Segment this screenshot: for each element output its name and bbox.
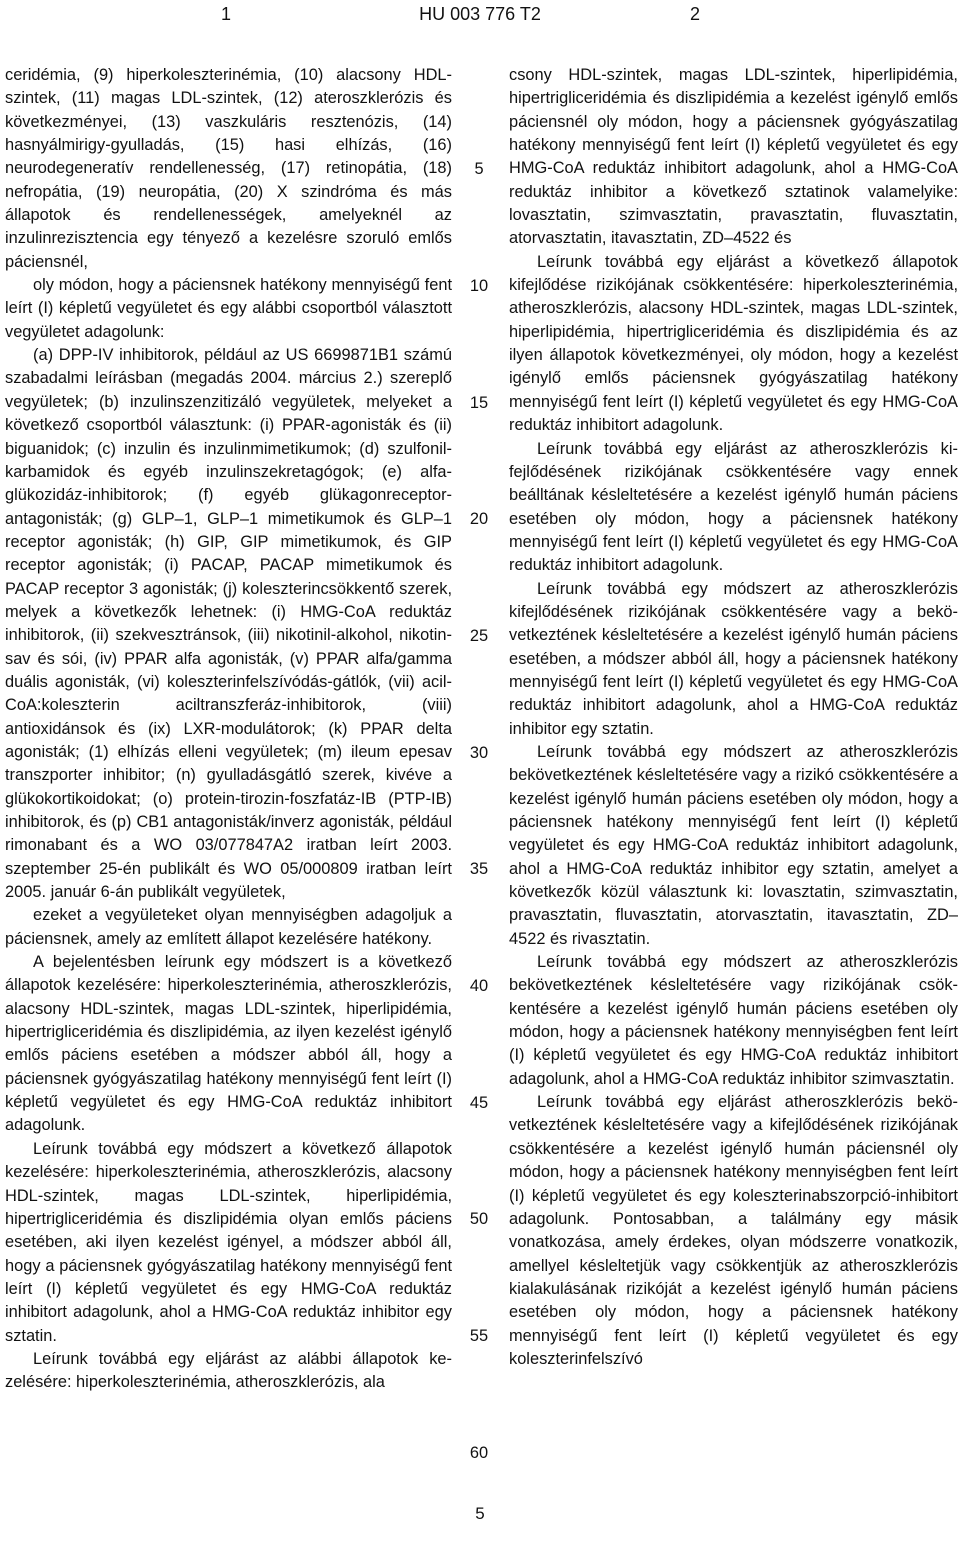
right-paragraph: csony HDL-szintek, magas LDL-szintek, hiperlipidémia, hipertrigliceridémia és diszlipidémia a kezelést igénylő emlős páciensnél oly módon, hogy a páciensnek gyógyászatilag hatékony mennyiségű fent leírt (I) képletű vegyületet és egy HMG-CoA reduktáz inhibitort adagolunk, ahol a HMG-CoA reduktáz inhibitor a következő sztatinok valamelyike: lovasztatin, szimvasztatin, pravasztatin, fluvasztatin, atorvasztatin, itavasztatin, ZD–4522 és [509,66,958,248]
left-paragraph: oly módon, hogy a páciensnek hatékony mennyiségű fent leírt (I) képletű vegyületet és egy alábbi csoportból választott vegyületet adagolunk: [5,276,452,341]
line-number: 5 [474,160,484,178]
left-paragraph: ezeket a vegyületeket olyan mennyiségben adagoljuk a páciensnek, amely az említett állapot kezelésére hatékony. [5,906,452,948]
header-page-right: 2 [690,4,701,24]
left-paragraph: Leírunk továbbá egy eljárást az alábbi állapotok kezelésére: hiperkoleszterinémia, atheroszklerózis, ala [5,1349,452,1392]
right-paragraph: Leírunk továbbá egy módszert az atheroszklerózis bekövetkeztének késleltetésére vagy rizikójának csökkentésére a kezelést igénylő humán páciens esetében oly módon, hogy a páciensnek hatékony mennyiségben fent leírt (I) képletű vegyületet és egy HMG-CoA reduktáz inhibitort adagolunk, ahol a HMG-CoA reduktáz inhibitor szimvasztatin. [509,953,958,1088]
header-page-left: 1 [221,4,232,24]
page-header [0,0,960,30]
left-column [5,64,452,1395]
page-footer [0,1504,960,1524]
footer-page-number: 5 [475,1504,485,1523]
line-number: 10 [469,277,489,295]
line-number: 15 [469,394,489,412]
right-paragraph: Leírunk továbbá egy eljárást atheroszklerózis bekövetkeztének késleltetésére vagy a kifejlődésének rizikójának csökkentésére a kezelést igénylő humán páciensnél oly módon, hogy a páciensnek hatékony mennyiségben fent leírt (I) képletű vegyületet és egy koleszterinabszorpció-inhibitort adagolunk. Pontosabban, a találmány egy másik vonatkozása, amely érdekes, olyan módszerre vonatkozik, amellyel késleltetjük vagy csökkentjük az atheroszklerózis kialakulásának rizikóját a kezelést igénylő humán páciens esetében oly módon, hogy a páciensnek hatékony mennyiségű fent leírt (I) képletű vegyületet és egy koleszterinfelszívó [509,1093,958,1368]
line-number: 60 [469,1444,489,1462]
left-paragraph: Leírunk továbbá egy módszert a következő állapotok kezelésére: hiperkoleszterinémia, atheroszklerózis, alacsony HDL-szintek, magas LDL-szintek, hiperlipidémia, hipertrigliceridémia és diszlipidémia olyan emlős páciens esetében, aki ilyen kezelést igényel, a módszer abból áll, hogy a páciensnek gyógyászatilag hatékony mennyiségű fent leírt (I) képletű vegyületet és egy HMG-CoA reduktáz inhibitort adagolunk, ahol a HMG-CoA reduktáz inhibitor egy sztatin. [5,1139,452,1345]
right-paragraph: Leírunk továbbá egy módszert az atheroszklerózis kifejlődésének rizikójának csökkentésére vagy a bekövetkeztének késleltetésére a kezelést igénylő humán páciens esetében, a módszer abból áll, hogy a páciensnek hatékony mennyiségű fent leírt (I) képletű vegyületet és egy HMG-CoA reduktáz inhibitort adagolunk, ahol a HMG-CoA reduktáz inhibitor egy sztatin. [509,579,958,738]
left-paragraph: ceridémia, (9) hiperkoleszterinémia, (10) alacsony HDL-szintek, (11) magas LDL-szintek, (12) ateroszklerózis és következményei, (13) vaszkuláris resztenózis, (14) hasnyálmirigy-gyulladás, (15) hasi elhízás, (16) neurodegeneratív rendellenesség, (17) retinopátia, (18) nefropátia, (19) neuropátia, (20) X szindróma és más állapotok és rendellenességek, amelyeknél az inzulinrezisztencia egy tényező a kezelésre szoruló emlős páciensnél, [5,66,452,271]
line-number: 50 [469,1210,489,1228]
right-paragraph: Leírunk továbbá egy módszert az atheroszklerózis bekövetkeztének késleltetésére vagy a rizikó csökkentésére a kezelést igénylő humán páciens esetében oly módon, hogy a páciensnek hatékony mennyiségű fent leírt (I) képletű vegyületet és egy HMG-CoA reduktáz inhibitort adagolunk, ahol a HMG-CoA reduktáz inhibitor egy sztatin, amelyet a következők közül választunk ki: lovasztatin, szimvasztatin, pravasztatin, fluvasztatin, atorvasztatin, itavasztatin, ZD–4522 és rivasztatin. [509,742,958,948]
line-number: 20 [469,510,489,528]
line-number: 35 [469,860,489,878]
line-number: 30 [469,744,489,762]
header-document-id: HU 003 776 T2 [419,4,541,24]
right-column [509,64,958,1371]
right-paragraph: Leírunk továbbá egy eljárást a következő állapotok kifejlődése rizikójának csökkentésére: hiperkoleszterinémia, atheroszklerózis, alacsony HDL-szintek, magas LDL-szintek, hiperlipidémia, hipertrigliceridémia és diszlipidémia és az ilyen állapotok következményei, oly módon, hogy a kezelést igénylő emlős páciensnek gyógyászatilag hatékony mennyiségű fent leírt (I) képletű vegyületet és egy HMG-CoA reduktáz inhibitort adagolunk. [509,252,958,435]
line-number: 55 [469,1327,489,1345]
right-paragraph: Leírunk továbbá egy eljárást az atheroszklerózis kifejlődésének rizikójának csökkentésére vagy ennek beálltának késleltetésére a kezelést igénylő humán páciens esetében oly módon, hogy a páciensnek hatékony mennyiségű fent leírt (I) képletű vegyületet és egy HMG-CoA reduktáz inhibitort adagolunk. [509,439,958,575]
left-paragraph: A bejelentésben leírunk egy módszert is a következő állapotok kezelésére: hiperkoleszterinémia, atheroszklerózis, alacsony HDL-szintek, magas LDL-szintek, hiperlipidémia, hipertrigliceridémia és diszlipidémia, az ilyen kezelést igénylő emlős páciens esetében a módszer abból áll, hogy a páciensnek gyógyászatilag hatékony mennyiségű fent leírt (I) képletű vegyületet és egy HMG-CoA reduktáz inhibitort adagolunk. [5,953,452,1135]
line-number: 25 [469,627,489,645]
line-number: 45 [469,1094,489,1112]
line-number: 40 [469,977,489,995]
left-paragraph: (a) DPP-IV inhibitorok, például az US 6699871B1 számú szabadalmi leírásban (megadás 2004. március 2.) szereplő vegyületek; (b) inzulinszenzitizáló vegyületek, melyeket a következő csoportból választunk: (i) PPAR-agonisták és (ii) biguanidok; (c) inzulin és inzulinmimetikumok; (d) szulfonil-karbamidok és egyéb inzulinszekretagógok; (e) alfa-glükozidáz-inhibitorok; (f) egyéb glükagonreceptor-antagonisták; (g) GLP–1, GLP–1 mimetikumok és GLP–1 receptor agonisták; (h) GIP, GIP mimetikumok, és GIP receptor agonisták; (i) PACAP, PACAP mimetikumok és PACAP receptor 3 agonisták; (j) koleszterincsökkentő szerek, melyek a következők lehetnek: (i) HMG-CoA reduktáz inhibitorok, (ii) szekvesztránsok, (iii) nikotinil-alkohol, nikotinsav és sói, (iv) PPAR alfa agonisták, (v) PPAR alfa/gamma duális agonisták, (vi) koleszterinfelszívódás-gátlók, (vii) acil-CoA:koleszterin aciltranszferáz-inhibitorok, (viii) antioxidánsok és (ix) LXR-modulátorok; (k) PPAR delta agonisták; (1) elhízás elleni vegyületek; (m) ileum epesav transzporter inhibitor; (n) gyulladásgátló szerek, kivéve a glükokortikoidokat; (o) protein-tirozin-foszfatáz-IB (PTP-IB) inhibitorok, és (p) CB1 antagonisták/inverz agonisták, például rimonabant és a WO 03/077847A2 iratban leírt 2003. szeptember 25-én publikált és WO 05/000809 iratban leírt 2005. január 6-án publikált vegyületek, [5,346,452,902]
